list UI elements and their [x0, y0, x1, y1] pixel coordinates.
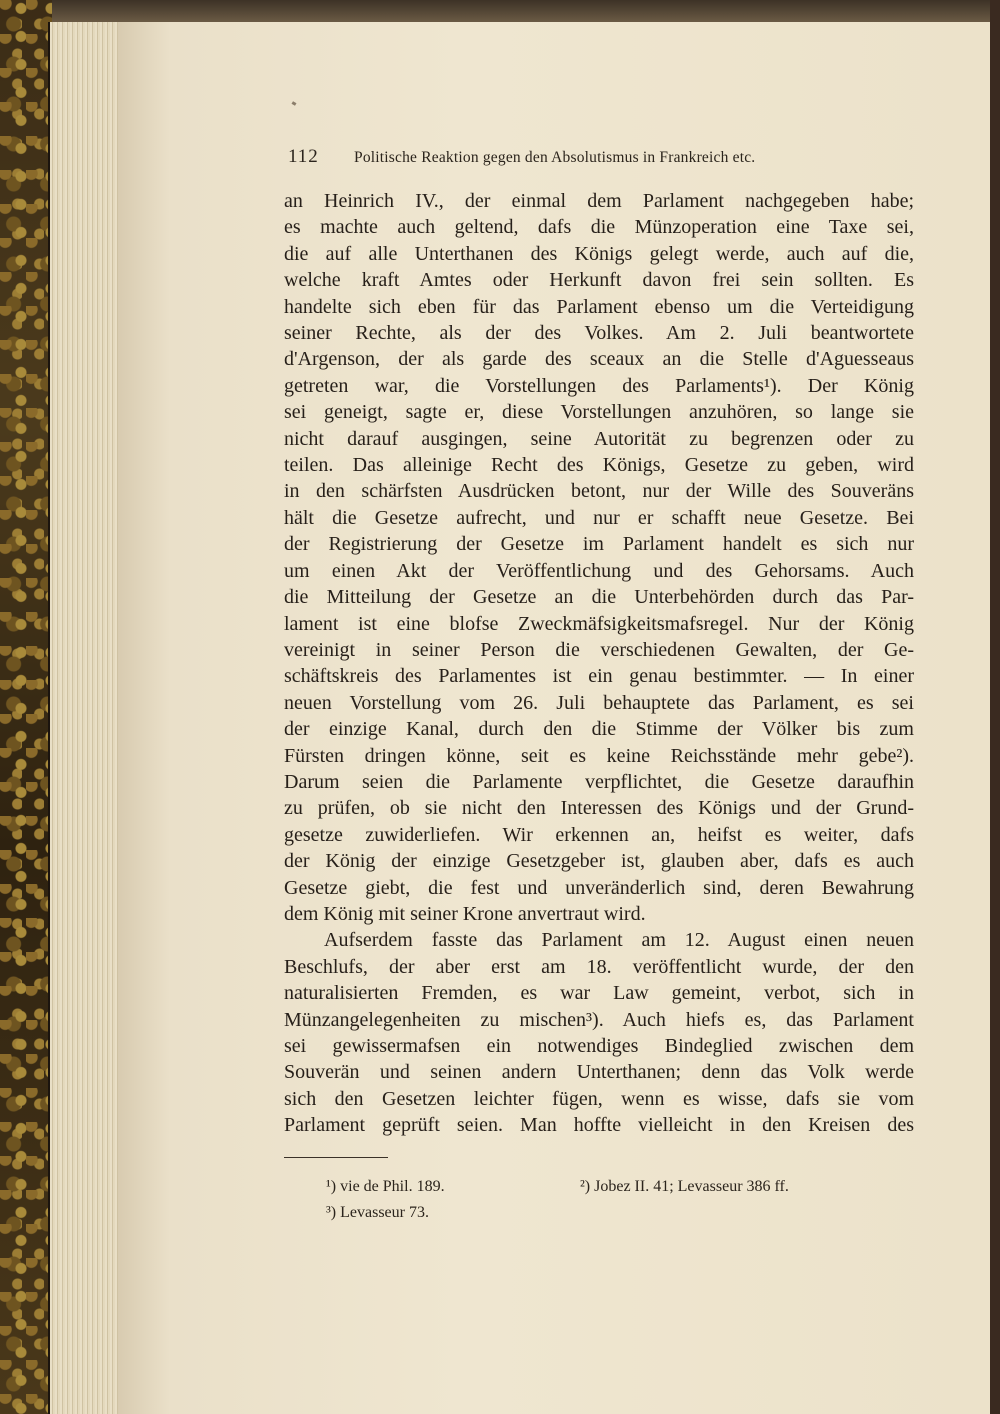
text-line: gesetze zuwiderliefen. Wir erkennen an, heifst es weiter, dafs [284, 823, 914, 846]
footnote-row [326, 1174, 886, 1200]
text-line: seiner Rechte, als der des Volkes. Am 2. Juli beantwortete [284, 322, 914, 345]
book-top-edge [0, 0, 1000, 22]
page-header [288, 146, 848, 168]
text-line: naturalisierten Fremden, es war Law gemeint, verbot, sich in [284, 982, 914, 1005]
footnote-3: ³) Levasseur 73. [326, 1204, 429, 1221]
text-line: sich den Gesetzen leichter fügen, wenn es wisse, dafs sie vom [284, 1087, 914, 1110]
text-line: sei geneigt, sagte er, diese Vorstellungen anzuhören, so lange sie [284, 401, 914, 424]
text-line: Souverän und seinen andern Unterthanen; denn das Volk werde [284, 1061, 914, 1084]
text-line: die Mitteilung der Gesetze an die Unterbehörden durch das Par- [284, 586, 914, 609]
text-line: Parlament geprüft seien. Man hoffte vielleicht in den Kreisen des [284, 1114, 914, 1137]
text-line: getreten war, die Vorstellungen des Parlaments¹). Der König [284, 374, 914, 397]
footnote-rule [284, 1157, 388, 1158]
text-line: welche kraft Amtes oder Herkunft davon frei sein sollten. Es [284, 269, 914, 292]
text-line: der einzige Kanal, durch den die Stimme der Völker bis zum [284, 718, 914, 741]
text-line: handelte sich eben für das Parlament ebenso um die Verteidigung [284, 295, 914, 318]
body-text [284, 188, 914, 1139]
page-number: 112 [288, 146, 319, 167]
text-line: d'Argenson, der als garde des sceaux an die Stelle d'Aguesseaus [284, 348, 914, 371]
text-line: Fürsten dringen könne, seit es keine Reichsstände mehr gebe²). [284, 744, 914, 767]
running-head: Politische Reaktion gegen den Absolutismus in Frankreich etc. [354, 149, 756, 166]
text-line: zu prüfen, ob sie nicht den Interessen des Königs und der Grund- [284, 797, 914, 820]
text-line: der Registrierung der Gesetze im Parlament handelt es sich nur [284, 533, 914, 556]
text-line: hält die Gesetze aufrecht, und nur er schafft neue Gesetze. Bei [284, 506, 914, 529]
text-line: Beschlufs, der aber erst am 18. veröffentlicht wurde, der den [284, 955, 914, 978]
text-line: nicht darauf ausgingen, seine Autorität zu begrenzen oder zu [284, 427, 914, 450]
footnotes [326, 1174, 886, 1226]
text-line: schäftskreis des Parlamentes ist ein genau bestimmter. — In einer [284, 665, 914, 688]
text-line: teilen. Das alleinige Recht des Königs, Gesetze zu geben, wird [284, 454, 914, 477]
paragraph-1 [284, 188, 914, 927]
text-line: dem König mit seiner Krone anvertraut wird. [284, 902, 646, 925]
text-line: vereinigt in seiner Person die verschiedenen Gewalten, der Ge- [284, 638, 914, 661]
text-line: es machte auch geltend, dafs die Münzoperation eine Taxe sei, [284, 216, 914, 239]
book-right-edge [990, 0, 1000, 1414]
marbled-cover [0, 0, 52, 1414]
text-line: Münzangelegenheiten zu mischen³). Auch hiefs es, das Parlament [284, 1008, 914, 1031]
text-line: die auf alle Unterthanen des Königs gelegt werde, auch auf die, [284, 242, 914, 265]
text-line: neuen Vorstellung vom 26. Juli behauptete das Parlament, es sei [284, 691, 914, 714]
text-line: Aufserdem fasste das Parlament am 12. August einen neuen [324, 929, 914, 952]
paragraph-2 [284, 927, 914, 1138]
text-line: an Heinrich IV., der einmal dem Parlament nachgegeben habe; [284, 190, 914, 212]
text-line: Gesetze giebt, die fest und unveränderlich sind, deren Bewahrung [284, 876, 914, 899]
footnote-row [326, 1200, 886, 1226]
text-line: der König der einzige Gesetzgeber ist, glauben aber, dafs es auch [284, 850, 914, 873]
text-line: sei gewissermafsen ein notwendiges Bindeglied zwischen dem [284, 1035, 914, 1057]
text-line: Darum seien die Parlamente verpflichtet, die Gesetze daraufhin [284, 770, 914, 793]
text-line: in den schärfsten Ausdrücken betont, nur der Wille des Souveräns [284, 480, 914, 503]
text-line: um einen Akt der Veröffentlichung und des Gehorsams. Auch [284, 559, 914, 582]
footnote-2: ²) Jobez II. 41; Levasseur 386 ff. [580, 1178, 789, 1195]
footnote-1: ¹) vie de Phil. 189. [326, 1178, 445, 1195]
text-line: lament ist eine blofse Zweckmäfsigkeitsmafsregel. Nur der König [284, 612, 914, 635]
